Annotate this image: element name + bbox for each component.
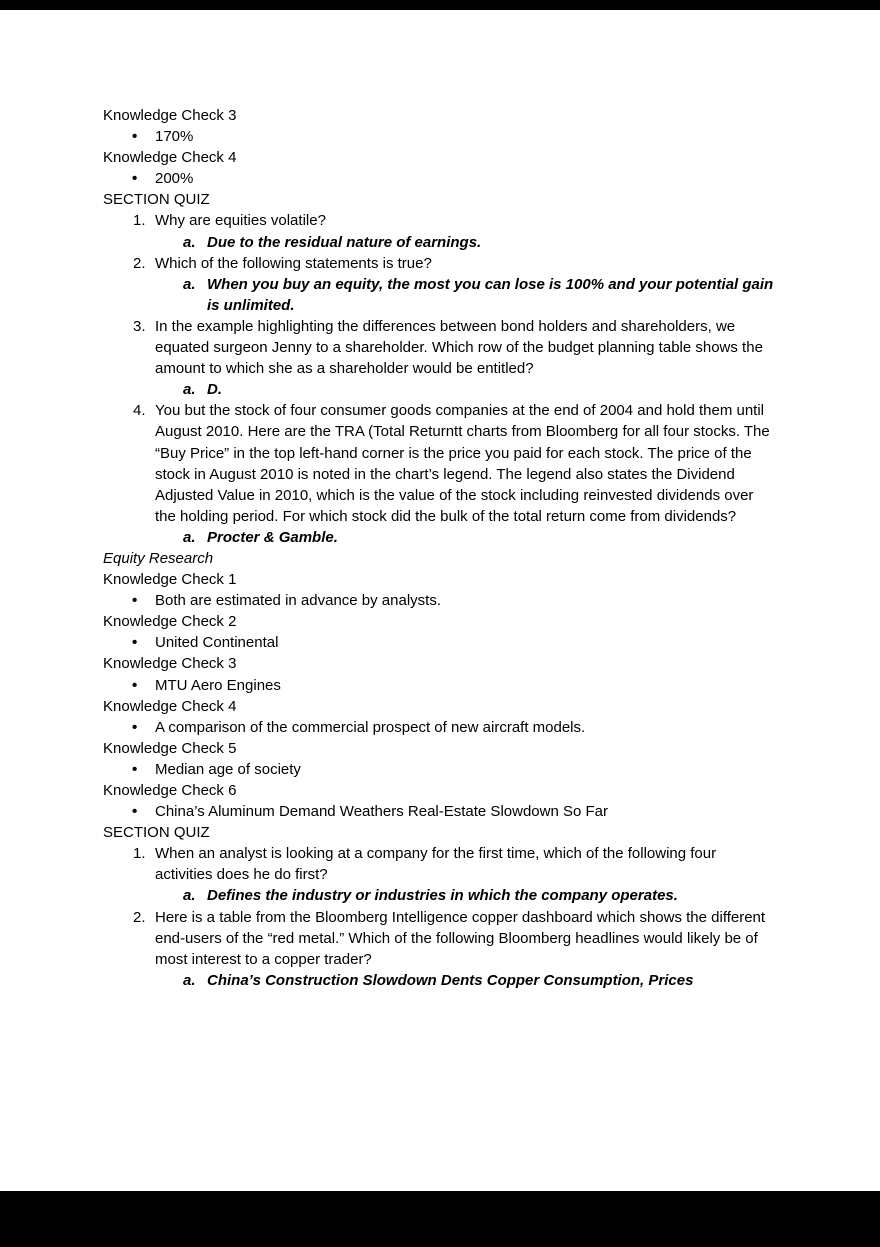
heading-text: Knowledge Check 5 <box>103 739 237 757</box>
number-marker: 1. <box>133 845 146 863</box>
letter-marker: a. <box>183 887 196 905</box>
answer-item <box>103 379 777 400</box>
heading-line <box>103 611 777 632</box>
question-text: You but the stock of four consumer goods companies at the end of 2004 and hold them until August 2010. Here are the TRA (Total Returntt charts from Bloomberg for all four stocks. The “Buy Price” in the top left-hand corner is the price you paid for each stock. The price of the stock in August 2010 is noted in the chart’s legend. The legend also states the Dividend Adjusted Value in 2010, which is the value of the stock including reinvested dividends over the holding period. For which stock did the bulk of the total return come from dividends? <box>155 402 770 525</box>
question-text: Here is a table from the Bloomberg Intelligence copper dashboard which shows the different end-users of the “red metal.” Which of the following Bloomberg headlines would likely be of most interest to a copper trader? <box>155 908 766 968</box>
answer-text: China’s Construction Slowdown Dents Copper Consumption, Prices <box>207 971 694 989</box>
number-marker: 2. <box>133 254 146 272</box>
document-page <box>0 10 880 1191</box>
answer-text: Procter & Gamble. <box>207 528 338 546</box>
bullet-text: MTU Aero Engines <box>155 676 281 694</box>
bullet-marker: • <box>132 760 138 778</box>
heading-line <box>103 569 777 590</box>
question-item <box>103 253 777 274</box>
number-marker: 1. <box>133 212 146 230</box>
heading-line <box>103 147 777 168</box>
bullet-item <box>103 675 777 696</box>
bullet-item <box>103 801 777 822</box>
heading-line <box>103 822 777 843</box>
bullet-text: China’s Aluminum Demand Weathers Real-Estate Slowdown So Far <box>155 803 608 821</box>
question-item <box>103 907 777 970</box>
bullet-item <box>103 126 777 147</box>
letter-marker: a. <box>183 381 196 399</box>
heading-text: SECTION QUIZ <box>103 824 210 842</box>
italic-heading-text: Equity Research <box>103 549 214 567</box>
bullet-text: 170% <box>155 128 194 146</box>
bullet-item <box>103 717 777 738</box>
bullet-marker: • <box>132 718 138 736</box>
bullet-marker: • <box>132 803 138 821</box>
question-text: When an analyst is looking at a company for the first time, which of the following four activities does he do first? <box>155 845 717 884</box>
heading-text: Knowledge Check 4 <box>103 697 237 715</box>
number-marker: 4. <box>133 402 146 420</box>
bullet-item <box>103 632 777 653</box>
document-body <box>103 105 777 991</box>
heading-line <box>103 653 777 674</box>
answer-item <box>103 274 777 316</box>
heading-line <box>103 780 777 801</box>
answer-text: When you buy an equity, the most you can lose is 100% and your potential gain is unlimited. <box>207 275 774 314</box>
bullet-marker: • <box>132 634 138 652</box>
heading-line <box>103 105 777 126</box>
answer-text: D. <box>207 381 222 399</box>
bullet-marker: • <box>132 592 138 610</box>
heading-text: Knowledge Check 1 <box>103 571 237 589</box>
bullet-marker: • <box>132 676 138 694</box>
bullet-marker: • <box>132 170 138 188</box>
italic-heading <box>103 548 777 569</box>
answer-item <box>103 970 777 991</box>
question-item <box>103 843 777 885</box>
answer-text: Defines the industry or industries in which the company operates. <box>207 887 678 905</box>
letter-marker: a. <box>183 528 196 546</box>
heading-line <box>103 696 777 717</box>
bullet-text: A comparison of the commercial prospect of new aircraft models. <box>155 718 586 736</box>
answer-text: Due to the residual nature of earnings. <box>207 233 482 251</box>
heading-line <box>103 738 777 759</box>
question-text: Why are equities volatile? <box>155 212 326 230</box>
heading-text: Knowledge Check 4 <box>103 149 237 167</box>
question-text: In the example highlighting the differences between bond holders and shareholders, we equated surgeon Jenny to a shareholder. Which row of the budget planning table shows the amount to which she as a shareholder would be entitled? <box>155 317 763 378</box>
heading-text: SECTION QUIZ <box>103 191 210 209</box>
answer-item <box>103 527 777 548</box>
question-item <box>103 210 777 231</box>
bullet-item <box>103 168 777 189</box>
letter-marker: a. <box>183 971 196 989</box>
bullet-marker: • <box>132 128 138 146</box>
letter-marker: a. <box>183 275 196 293</box>
bullet-text: Both are estimated in advance by analysts. <box>155 592 441 610</box>
bullet-item <box>103 590 777 611</box>
question-text: Which of the following statements is true? <box>155 254 432 272</box>
answer-item <box>103 232 777 253</box>
heading-text: Knowledge Check 3 <box>103 655 237 673</box>
letter-marker: a. <box>183 233 196 251</box>
bullet-text: Median age of society <box>155 760 301 778</box>
number-marker: 2. <box>133 908 146 926</box>
heading-text: Knowledge Check 2 <box>103 613 237 631</box>
question-item <box>103 316 777 379</box>
heading-text: Knowledge Check 6 <box>103 782 237 799</box>
bullet-text: 200% <box>155 170 194 188</box>
number-marker: 3. <box>133 317 146 335</box>
heading-text: Knowledge Check 3 <box>103 107 237 124</box>
heading-line <box>103 189 777 210</box>
answer-item <box>103 885 777 906</box>
bullet-item <box>103 759 777 780</box>
question-item <box>103 400 777 527</box>
bullet-text: United Continental <box>155 634 279 652</box>
